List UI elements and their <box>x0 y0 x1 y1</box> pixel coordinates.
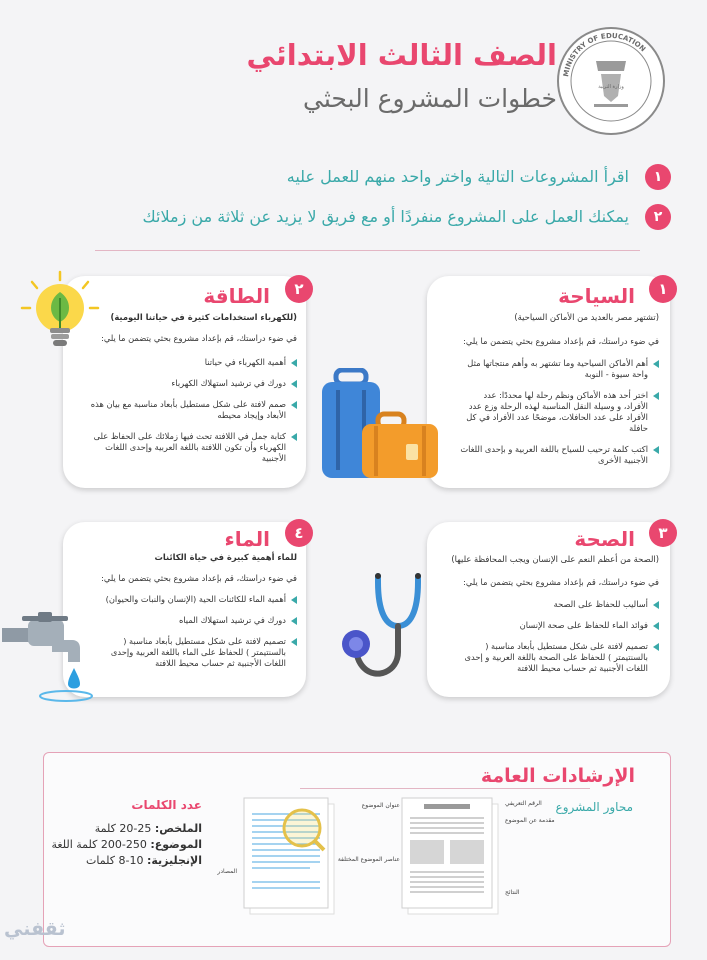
card-tourism-item: اختر أحد هذه الأماكن ونظم رحلة لها محددًا: عدد الأفراد، و وسيلة النقل المناسبة لهذه الرحلة وزع عدد الأفراد على عدد الحافلات، موضحًا عدد الأفراد في كل حافلة <box>459 390 659 434</box>
card-water-badge: ٤ <box>285 519 313 547</box>
card-tourism-title: السياحة <box>558 284 635 308</box>
card-health-sub: في ضوء دراستك، قم بإعداد مشروع بحثي يتضمن ما يلي: <box>463 577 659 587</box>
page-subtitle: خطوات المشروع البحثي <box>303 84 557 113</box>
svg-text:وزارة التربية: وزارة التربية <box>598 84 624 90</box>
card-health-intro: (الصحة من أعظم النعم على الإنسان ويجب المحافظة عليها) <box>451 554 659 564</box>
card-health-item: فوائد الماء للحفاظ على صحة الإنسان <box>449 620 659 631</box>
card-tourism-item: أهم الأماكن السياحية وما تشتهر به وأهم منتجاتها مثل واحة سيوة - النوبة <box>459 358 659 380</box>
suitcases-icon <box>318 368 443 483</box>
watermark-logo: ثقفني <box>4 918 66 940</box>
step-2-number: ٢ <box>645 204 671 230</box>
card-water-body <box>92 552 297 679</box>
card-energy-item: دورك في ترشيد استهلاك الكهرباء <box>85 378 297 389</box>
card-tourism-badge: ١ <box>649 275 677 303</box>
paper-structure-illustration <box>398 796 503 916</box>
paper-sources-illustration <box>240 796 340 916</box>
step-1-number: ١ <box>645 164 671 190</box>
project-axes-title: محاور المشروع <box>555 800 633 814</box>
card-health-item: تصميم لافتة على شكل مستطيل بأبعاد مناسبة ( بالسنتيمتر ) للحفاظ على الصحة باللغة العربية و إحدى اللغات الأجنبية ثم حساب محيط اللافتة <box>449 641 659 674</box>
card-energy-sub: في ضوء دراستك، قم بإعداد مشروع بحثي يتضمن ما يلي: <box>101 333 297 343</box>
card-health-body <box>449 554 659 684</box>
word-count-label: الملخص: <box>154 822 202 835</box>
card-energy-item: صمم لافتة على شكل مستطيل بأبعاد مناسبة مع بيان هذه الأبعاد وإيجاد محيطه <box>85 399 297 421</box>
card-water-item: تصميم لافتة على شكل مستطيل بأبعاد مناسبة ( بالسنتيمتر ) للحفاظ على الماء باللغة العربية وإحدى اللغات الأجنبية ثم حساب محيط اللافتة <box>92 636 297 669</box>
card-energy-intro: (للكهرباء استخدامات كثيرة في حياتنا اليومية) <box>110 312 297 322</box>
card-health-badge: ٣ <box>649 519 677 547</box>
card-water-sub: في ضوء دراستك، قم بإعداد مشروع بحثي يتضمن ما يلي: <box>101 573 297 583</box>
word-count-label: الإنجليزية: <box>146 854 202 867</box>
card-tourism-body <box>459 312 659 476</box>
card-tourism-item: اكتب كلمة ترحيب للسياح باللغة العربية و بإحدى اللغات الأجنبية الأخرى <box>459 444 659 466</box>
label-sources: المصادر <box>217 868 237 875</box>
word-count-value: 10-8 كلمات <box>86 854 144 867</box>
card-health-item: أساليب للحفاظ على الصحة <box>449 599 659 610</box>
svg-text:MINISTRY OF EDUCATION: MINISTRY OF EDUCATION <box>562 31 648 78</box>
card-energy-badge: ٢ <box>285 275 313 303</box>
card-energy-title: الطاقة <box>203 284 270 308</box>
card-tourism-intro: (تشتهر مصر بالعديد من الأماكن السياحية) <box>514 312 659 322</box>
label-intro-number: الرقم التعريفي <box>505 800 542 807</box>
word-count-english <box>86 854 202 867</box>
ministry-seal-logo <box>556 26 666 136</box>
label-results: النتائج <box>505 889 520 896</box>
card-energy-body <box>85 312 297 474</box>
guidelines-title: الإرشادات العامة <box>480 765 635 787</box>
water-tap-icon <box>2 610 94 705</box>
word-count-label: الموضوع: <box>150 838 202 851</box>
stethoscope-icon <box>330 572 430 687</box>
lightbulb-icon <box>18 270 103 355</box>
card-water-title: الماء <box>224 527 270 551</box>
header-divider <box>95 250 640 251</box>
card-energy-item: كتابة جمل في اللافتة تحث فيها زملائك على الحفاظ على الكهرباء وأن تكون اللافتة باللغة العربية وإحدى اللغات الأجنبية <box>85 431 297 464</box>
guidelines-divider <box>300 788 590 789</box>
card-water-intro: للماء أهمية كبيرة في حياة الكائنات <box>154 552 297 562</box>
label-intro-topic: مقدمة عن الموضوع <box>505 817 555 824</box>
word-count-summary <box>95 822 202 835</box>
word-count-value: 25-20 كلمة <box>94 822 152 835</box>
step-2-text: يمكنك العمل على المشروع منفردًا أو مع فريق لا يزيد عن ثلاثة من زملائك <box>142 207 629 226</box>
word-count-title: عدد الكلمات <box>131 798 202 812</box>
card-tourism-sub: في ضوء دراستك، قم بإعداد مشروع بحثي يتضمن ما يلي: <box>463 336 659 346</box>
word-count-topic <box>52 838 203 851</box>
label-topic-title: عنوان الموضوع <box>361 802 400 809</box>
card-health-title: الصحة <box>574 527 635 551</box>
card-water-item: أهمية الماء للكائنات الحية (الإنسان والنبات والحيوان) <box>92 594 297 605</box>
card-water-item: دورك في ترشيد استهلاك المياه <box>92 615 297 626</box>
page-title: الصف الثالث الابتدائي <box>246 38 557 72</box>
word-count-value: 250-200 كلمة اللغة <box>51 838 147 851</box>
card-energy-item: أهمية الكهرباء في حياتنا <box>85 357 297 368</box>
label-elements: عناصر الموضوع المختلفة <box>337 856 400 863</box>
step-1-text: اقرأ المشروعات التالية واختر واحد منهم للعمل عليه <box>286 167 629 186</box>
